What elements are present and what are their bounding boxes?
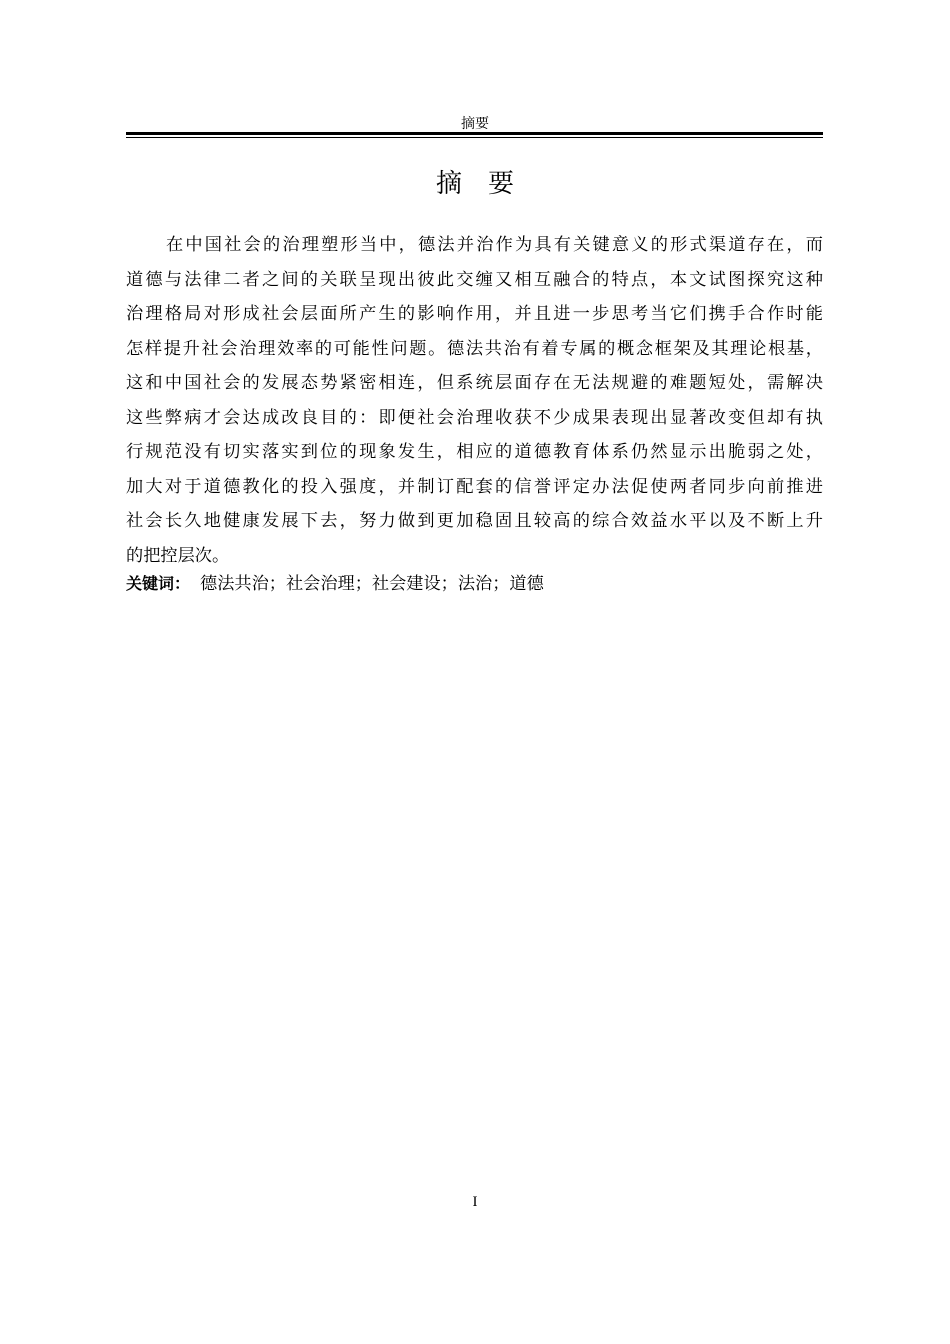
header-rule-thin [126,137,823,138]
page-number: I [472,1194,478,1210]
page-title: 摘要 [435,169,540,199]
abstract-line: 的把控层次。 [126,545,230,566]
running-header: 摘要 [461,116,489,132]
header-rule-thick [126,132,823,135]
abstract-line: 治理格局对形成社会层面所产生的影响作用，并且进一步思考当它们携手合作时能 [126,304,823,324]
abstract-line: 怎样提升社会治理效率的可能性问题。德法共治有着专属的概念框架及其理论根基， [126,338,823,359]
abstract-line: 社会长久地健康发展下去，努力做到更加稳固且较高的综合效益水平以及不断上升 [126,511,823,531]
abstract-line: 加大对于道德教化的投入强度，并制订配套的信誉评定办法促使两者同步向前推进 [126,476,823,497]
abstract-line: 道德与法律二者之间的关联呈现出彼此交缠又相互融合的特点，本文试图探究这种 [126,269,823,290]
abstract-line: 这和中国社会的发展态势紧密相连，但系统层面存在无法规避的难题短处，需解决 [126,373,823,393]
abstract-line: 行规范没有切实落实到位的现象发生，相应的道德教育体系仍然显示出脆弱之处， [126,442,823,462]
abstract-body [126,228,823,573]
keywords-value: 德法共治；社会治理；社会建设；法治；道德 [200,574,544,594]
abstract-line: 在中国社会的治理塑形当中，德法并治作为具有关键意义的形式渠道存在，而 [166,235,823,255]
abstract-line: 这些弊病才会达成改良目的：即便社会治理收获不少成果表现出显著改变但却有执 [126,407,823,428]
keywords-label: 关键词： [126,574,191,593]
keywords [126,570,823,598]
